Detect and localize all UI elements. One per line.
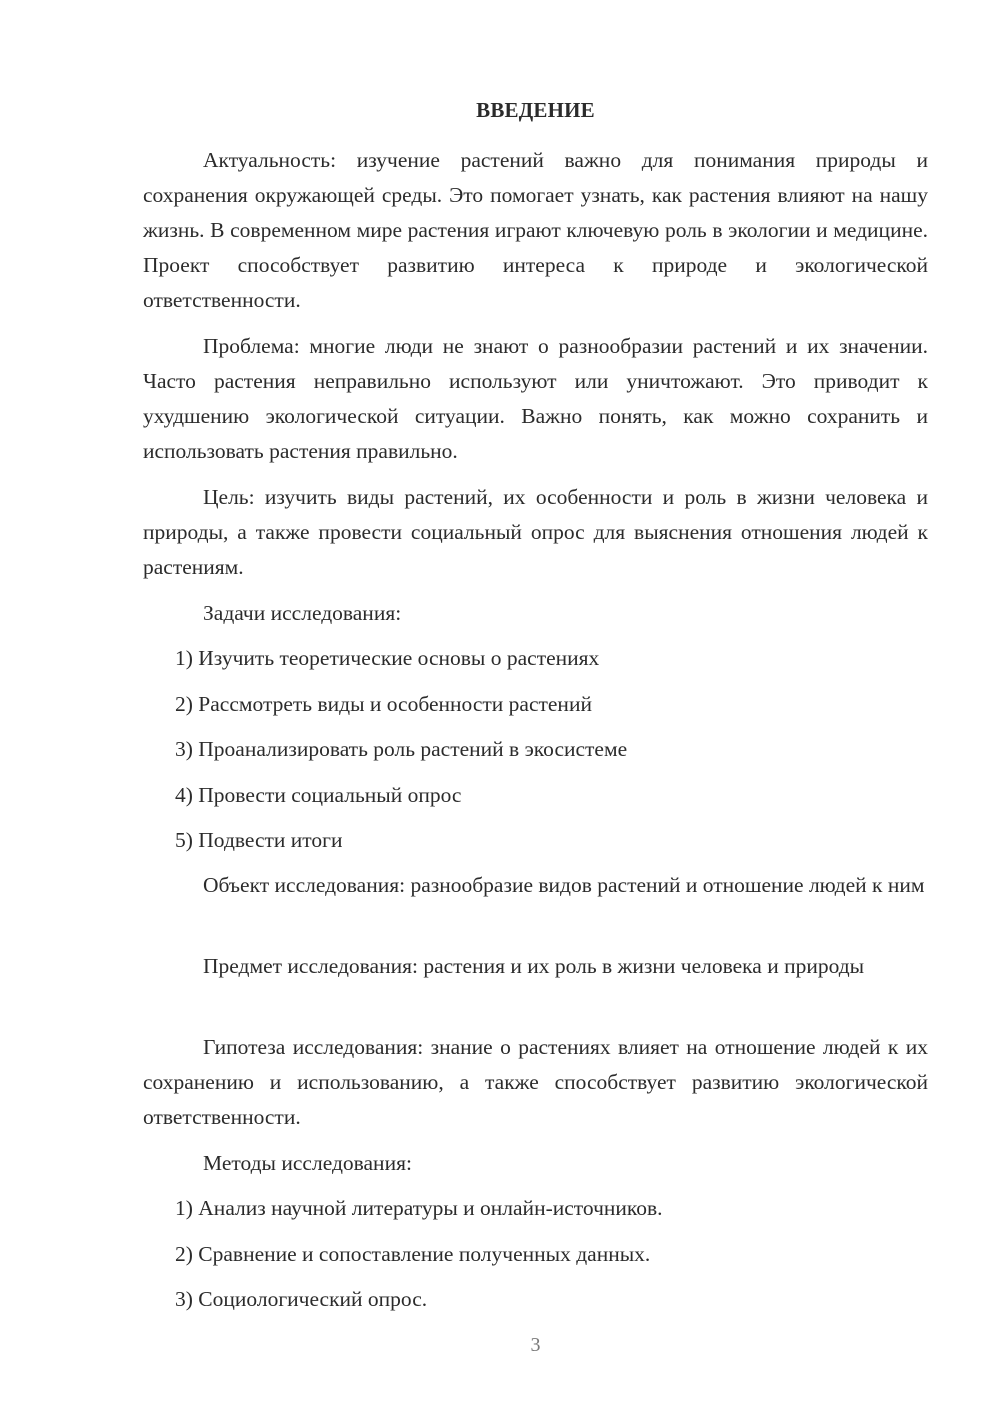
page-title: ВВЕДЕНИЕ <box>476 98 595 122</box>
problem-paragraph: Проблема: многие люди не знают о разнообразии растений и их значении. Часто растения неправильно используют или уничтожают. Это приводит к ухудшению экологической ситуации. Важно понять, как можно сохранить и использовать растения правильно. <box>143 334 928 463</box>
list-item: 1) Анализ научной литературы и онлайн-источников. <box>175 1196 663 1220</box>
object-paragraph: Объект исследования: разнообразие видов растений и отношение людей к ним <box>203 873 925 897</box>
relevance-paragraph: Актуальность: изучение растений важно для понимания природы и сохранения окружающей среды. Это помогает узнать, как растения влияют на нашу жизнь. В современном мире растения играют ключевую роль в экологии и медицине. Проект способствует развитию интереса к природе и экологической ответственности. <box>143 148 928 312</box>
tasks-label: Задачи исследования: <box>203 601 402 625</box>
methods-label: Методы исследования: <box>203 1151 412 1175</box>
subject-paragraph: Предмет исследования: растения и их роль в жизни человека и природы <box>203 954 865 978</box>
list-item: 3) Социологический опрос. <box>175 1287 428 1311</box>
page-number: 3 <box>530 1334 541 1356</box>
list-item: 2) Сравнение и сопоставление полученных данных. <box>175 1242 651 1266</box>
list-item: 4) Провести социальный опрос <box>175 783 462 807</box>
list-item: 5) Подвести итоги <box>175 828 343 852</box>
list-item: 3) Проанализировать роль растений в экосистеме <box>175 737 628 761</box>
goal-paragraph: Цель: изучить виды растений, их особенности и роль в жизни человека и природы, а также провести социальный опрос для выяснения отношения людей к растениям. <box>143 485 928 579</box>
list-item: 1) Изучить теоретические основы о растениях <box>175 646 600 670</box>
hypothesis-paragraph: Гипотеза исследования: знание о растениях влияет на отношение людей к их сохранению и использованию, а также способствует развитию экологической ответственности. <box>143 1035 928 1129</box>
list-item: 2) Рассмотреть виды и особенности растений <box>175 692 592 716</box>
